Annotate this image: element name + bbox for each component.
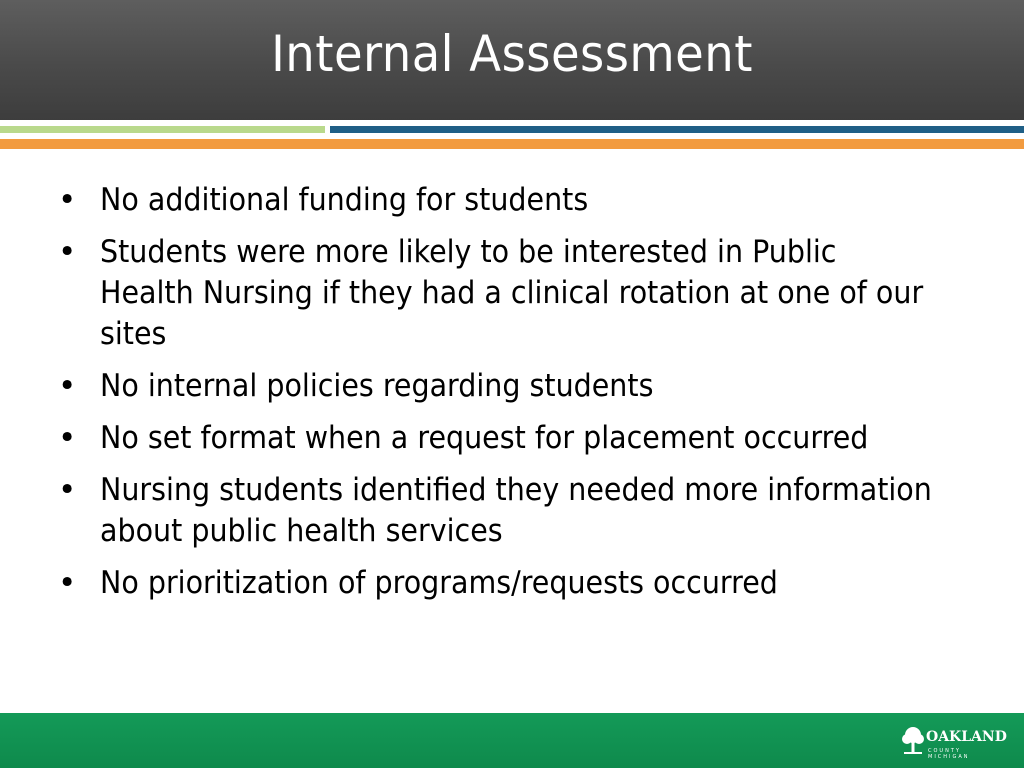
bullet-text: No additional funding for students bbox=[100, 182, 589, 218]
title-band bbox=[0, 0, 1024, 120]
accent-stripe-green bbox=[0, 126, 325, 133]
oakland-county-logo bbox=[900, 724, 1007, 760]
bullet-item bbox=[58, 232, 988, 355]
bullet-item bbox=[58, 180, 988, 221]
bullet-dot: • bbox=[58, 368, 77, 404]
bullet-text: Nursing students identified they needed more information about public health services bbox=[100, 472, 932, 549]
bullet-dot: • bbox=[58, 182, 77, 218]
bullet-item bbox=[58, 470, 988, 552]
bullet-dot: • bbox=[58, 565, 77, 601]
bullet-item bbox=[58, 366, 988, 407]
bullet-dot: • bbox=[58, 472, 77, 508]
bullet-text: No set format when a request for placement occurred bbox=[100, 420, 869, 456]
bullet-dot: • bbox=[58, 234, 77, 270]
bullet-text: No prioritization of programs/requests occurred bbox=[100, 565, 778, 601]
bullet-dot: • bbox=[58, 420, 77, 456]
slide-title: Internal Assessment bbox=[271, 25, 753, 83]
bullet-item bbox=[58, 418, 988, 459]
logo-name: OAKLAND bbox=[926, 729, 1007, 745]
bullet-list bbox=[58, 180, 988, 615]
tree-icon bbox=[900, 726, 926, 756]
footer-band bbox=[0, 713, 1024, 768]
logo-subtitle: COUNTY MICHIGAN bbox=[928, 748, 970, 760]
bullet-text: Students were more likely to be interested in Public Health Nursing if they had a clinical rotation at one of our sites bbox=[100, 234, 924, 352]
accent-stripe-orange bbox=[0, 139, 1024, 149]
accent-stripe-blue bbox=[330, 126, 1024, 133]
bullet-item bbox=[58, 563, 988, 604]
bullet-text: No internal policies regarding students bbox=[100, 368, 654, 404]
